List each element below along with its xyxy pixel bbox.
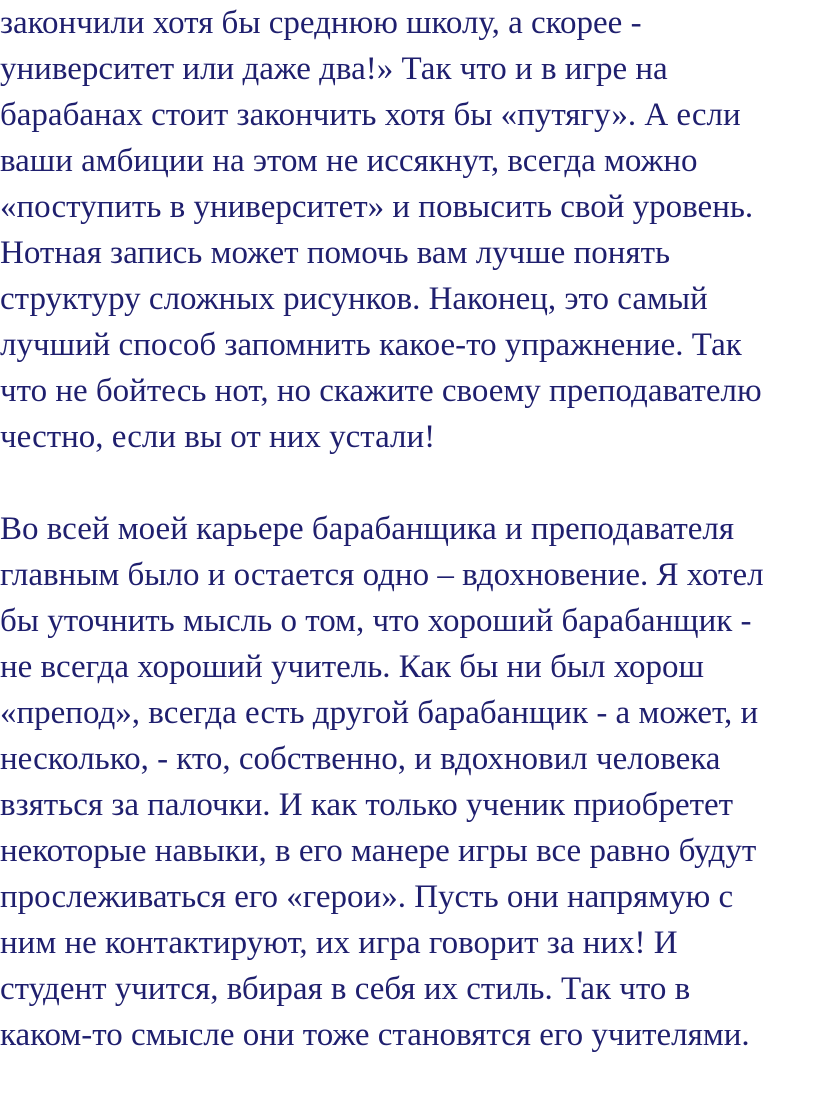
- text-line: взяться за палочки. И как только ученик приобретет: [0, 787, 734, 823]
- text-line: лучший способ запомнить какое-то упражнение. Так: [0, 327, 742, 363]
- paragraph-1: [0, 0, 762, 460]
- text-line: бы уточнить мысль о том, что хороший барабанщик -: [0, 603, 752, 639]
- text-line: главным было и остается одно – вдохновение. Я хотел: [0, 557, 764, 593]
- text-line: структуру сложных рисунков. Наконец, это самый: [0, 281, 708, 317]
- text-line: Во всей моей карьере барабанщика и преподавателя: [0, 511, 735, 547]
- text-line: каком-то смысле они тоже становятся его учителями.: [0, 1017, 750, 1053]
- text-line: несколько, - кто, собственно, и вдохновил человека: [0, 741, 721, 777]
- text-line: «препод», всегда есть другой барабанщик - а может, и: [0, 695, 759, 731]
- text-line: «поступить в университет» и повысить свой уровень.: [0, 189, 754, 225]
- text-line: что не бойтесь нот, но скажите своему преподавателю: [0, 373, 762, 409]
- paragraph-2: [0, 506, 764, 1058]
- text-line: Нотная запись может помочь вам лучше понять: [0, 235, 671, 271]
- text-line: закончили хотя бы среднюю школу, а скорее -: [0, 5, 642, 41]
- text-line: ваши амбиции на этом не иссякнут, всегда можно: [0, 143, 698, 179]
- text-line: прослеживаться его «герои». Пусть они напрямую с: [0, 879, 734, 915]
- text-line: университет или даже два!» Так что и в игре на: [0, 51, 668, 87]
- text-line: ним не контактируют, их игра говорит за них! И: [0, 925, 678, 961]
- text-line: некоторые навыки, в его манере игры все равно будут: [0, 833, 757, 869]
- text-line: студент учится, вбирая в себя их стиль. Так что в: [0, 971, 691, 1007]
- text-line: честно, если вы от них устали!: [0, 419, 436, 455]
- text-line: не всегда хороший учитель. Как бы ни был хорош: [0, 649, 704, 685]
- text-line: барабанах стоит закончить хотя бы «путягу». А если: [0, 97, 741, 133]
